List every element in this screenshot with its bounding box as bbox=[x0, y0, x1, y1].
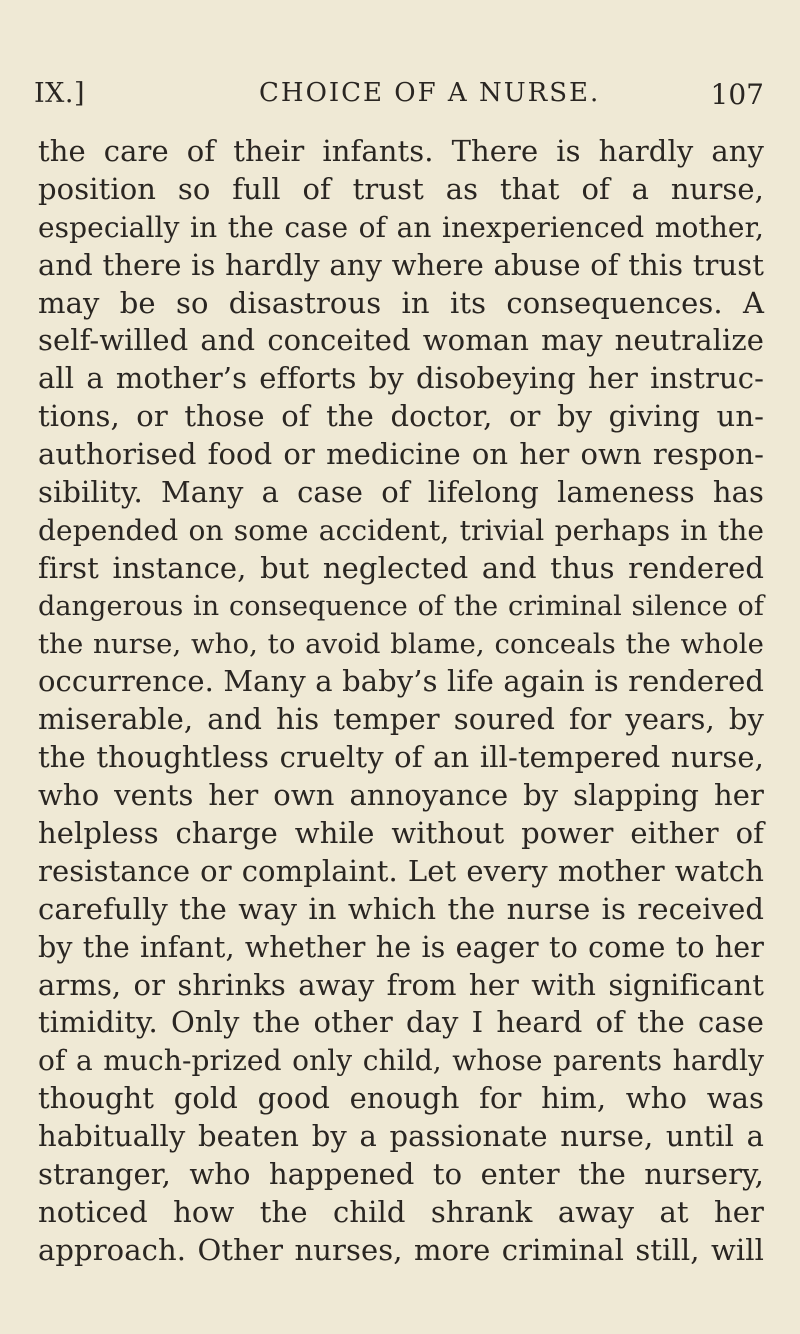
text-line: helpless charge while without power either of bbox=[38, 816, 764, 851]
text-line: the care of their infants. There is hardly any bbox=[38, 134, 764, 168]
text-line: stranger, who happened to enter the nursery, bbox=[38, 1157, 764, 1192]
text-line: noticed how the child shrank away at her bbox=[38, 1194, 764, 1229]
running-title: CHOICE OF A NURSE. bbox=[259, 78, 601, 108]
text-line: first instance, but neglected and thus rendered bbox=[38, 550, 764, 585]
text-line: timidity. Only the other day I heard of the case bbox=[38, 1005, 764, 1040]
text-line: thought gold good enough for him, who was bbox=[38, 1081, 764, 1116]
text-line: tions, or those of the doctor, or by giving un- bbox=[38, 399, 764, 434]
page-number: 107 bbox=[710, 78, 764, 111]
text-line: depended on some accident, trivial perhaps in the bbox=[38, 513, 764, 547]
text-line: self-willed and conceited woman may neutralize bbox=[38, 323, 764, 358]
text-line: miserable, and his temper soured for years, by bbox=[38, 702, 764, 737]
text-line: especially in the case of an inexperienced mother, bbox=[38, 210, 764, 244]
text-line: arms, or shrinks away from her with significant bbox=[38, 967, 764, 1002]
text-line: occurrence. Many a baby’s life again is rendered bbox=[38, 664, 764, 699]
text-line: the nurse, who, to avoid blame, conceals the whole bbox=[38, 627, 764, 660]
text-line: sibility. Many a case of lifelong lameness has bbox=[38, 475, 764, 510]
text-line: of a much-prized only child, whose parents hardly bbox=[38, 1044, 764, 1078]
text-line: position so full of trust as that of a nurse, bbox=[38, 171, 764, 206]
text-line: habitually beaten by a passionate nurse, until a bbox=[38, 1119, 764, 1154]
chapter-mark: IX.] bbox=[34, 78, 86, 109]
text-line: dangerous in consequence of the criminal silence of bbox=[38, 590, 764, 622]
text-line: carefully the way in which the nurse is received bbox=[38, 891, 764, 926]
running-head bbox=[34, 78, 764, 118]
text-line: authorised food or medicine on her own respon- bbox=[38, 437, 764, 472]
text-line: approach. Other nurses, more criminal still, will bbox=[38, 1232, 764, 1267]
text-line: all a mother’s efforts by disobeying her instruc- bbox=[38, 361, 764, 396]
text-line: and there is hardly any where abuse of this trust bbox=[38, 247, 764, 282]
text-line: resistance or complaint. Let every mother watch bbox=[38, 853, 764, 888]
text-line: who vents her own annoyance by slapping her bbox=[38, 778, 764, 813]
text-line: may be so disastrous in its consequences. A bbox=[38, 285, 764, 320]
text-line: the thoughtless cruelty of an ill-tempered nurse, bbox=[38, 740, 764, 775]
text-line: by the infant, whether he is eager to come to her bbox=[38, 930, 764, 964]
body-text bbox=[38, 133, 764, 1270]
